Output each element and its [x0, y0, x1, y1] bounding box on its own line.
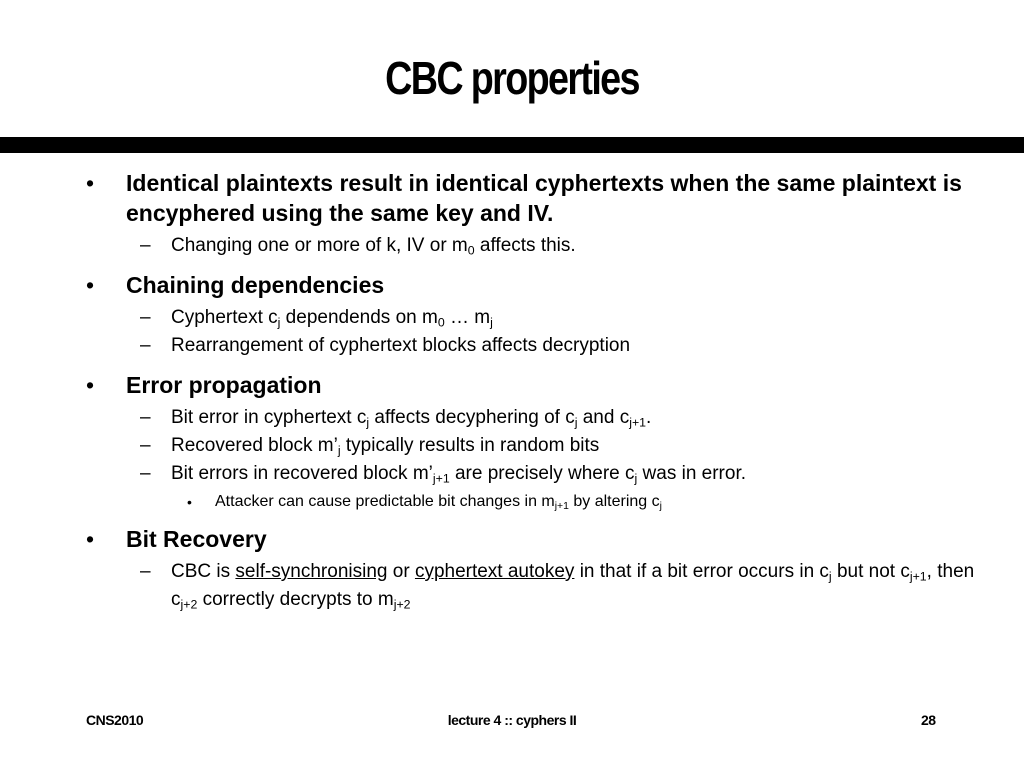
dash-icon: – — [140, 463, 151, 484]
subscript: j+2 — [393, 597, 411, 612]
text: … m — [444, 307, 491, 328]
bullet-icon: • — [86, 272, 95, 298]
bullet-icon: • — [86, 526, 95, 552]
subscript: j — [634, 471, 638, 486]
subscript: j+1 — [432, 471, 450, 486]
bullet-chaining-dependencies — [86, 270, 986, 300]
text: are precisely where c — [449, 463, 635, 484]
text: was in error. — [637, 463, 747, 484]
text: , then c — [171, 561, 975, 610]
sub-item — [86, 332, 986, 360]
dash-icon: – — [140, 307, 151, 328]
subscript: j+1 — [909, 569, 927, 584]
bullet-heading: Error propagation — [126, 372, 322, 398]
footer-course: CNS2010 — [86, 712, 144, 728]
text: by altering c — [568, 493, 660, 510]
sub-item — [86, 404, 986, 432]
footer-lecture: lecture 4 :: cyphers II — [447, 712, 577, 728]
dash-icon: – — [140, 407, 151, 428]
subscript: j+2 — [180, 597, 198, 612]
bullet-icon: • — [86, 372, 95, 398]
subscript: j — [277, 315, 281, 330]
sub-sub-item — [86, 490, 986, 514]
text: and c — [577, 407, 630, 428]
sub-item — [86, 304, 986, 332]
subscript: j — [828, 569, 832, 584]
text: dependends on m — [280, 307, 438, 328]
dash-icon: – — [140, 435, 151, 456]
sub-list — [86, 232, 986, 260]
dash-icon: – — [140, 335, 151, 356]
text: but not c — [831, 561, 910, 582]
title-divider — [0, 137, 1024, 153]
bullet-heading: Bit Recovery — [126, 526, 267, 552]
text: Bit error in cyphertext c — [171, 407, 367, 428]
footer-page-number: 28 — [921, 712, 936, 728]
subscript: 0 — [467, 243, 475, 258]
subscript: j — [490, 315, 493, 330]
text: Bit errors in recovered block m’ — [171, 463, 433, 484]
text: correctly decrypts to m — [197, 589, 394, 610]
sub-item — [86, 558, 986, 614]
text: Attacker can cause predictable bit changes in m — [215, 493, 555, 510]
sub-list — [86, 304, 986, 360]
underlined-term: cyphertext autokey — [414, 561, 575, 582]
bullet-identical-plaintexts — [86, 168, 986, 228]
bullet-icon: • — [86, 170, 95, 196]
bullet-heading: Chaining dependencies — [126, 272, 385, 298]
text: . — [646, 407, 652, 428]
subscript: j — [659, 501, 662, 513]
sub-item — [86, 432, 986, 460]
text: Rearrangement of cyphertext blocks affects decryption — [171, 335, 631, 356]
text: typically results in random bits — [340, 435, 600, 456]
subscript: 0 — [437, 315, 445, 330]
sub-item — [86, 460, 986, 488]
sub-list — [86, 558, 986, 614]
text: Cyphertext c — [171, 307, 278, 328]
text: in that if a bit error occurs in c — [574, 561, 829, 582]
subscript: j — [337, 443, 341, 458]
sub-item — [86, 232, 986, 260]
text: CBC is — [171, 561, 236, 582]
text: Recovered block m’ — [171, 435, 338, 456]
text: Changing one or more of k, IV or m — [171, 235, 468, 256]
slide-title: CBC properties — [385, 52, 639, 104]
bullet-heading: Identical plaintexts result in identical cyphertexts when the same plaintext is encyphered using the same key and IV. — [126, 170, 962, 226]
bullet-bit-recovery — [86, 524, 986, 554]
text: affects this. — [474, 235, 576, 256]
sub-list — [86, 404, 986, 514]
text: affects decyphering of c — [369, 407, 575, 428]
subscript: j — [574, 415, 578, 430]
underlined-term: self-synchronising — [235, 561, 388, 582]
small-bullet-icon: • — [187, 494, 192, 510]
subscript: j — [366, 415, 370, 430]
dash-icon: – — [140, 235, 151, 256]
bullet-error-propagation — [86, 370, 986, 400]
subscript: j+1 — [629, 415, 647, 430]
slide-content — [86, 168, 986, 624]
subscript: j+1 — [554, 501, 569, 513]
text: or — [387, 561, 415, 582]
dash-icon: – — [140, 561, 151, 582]
